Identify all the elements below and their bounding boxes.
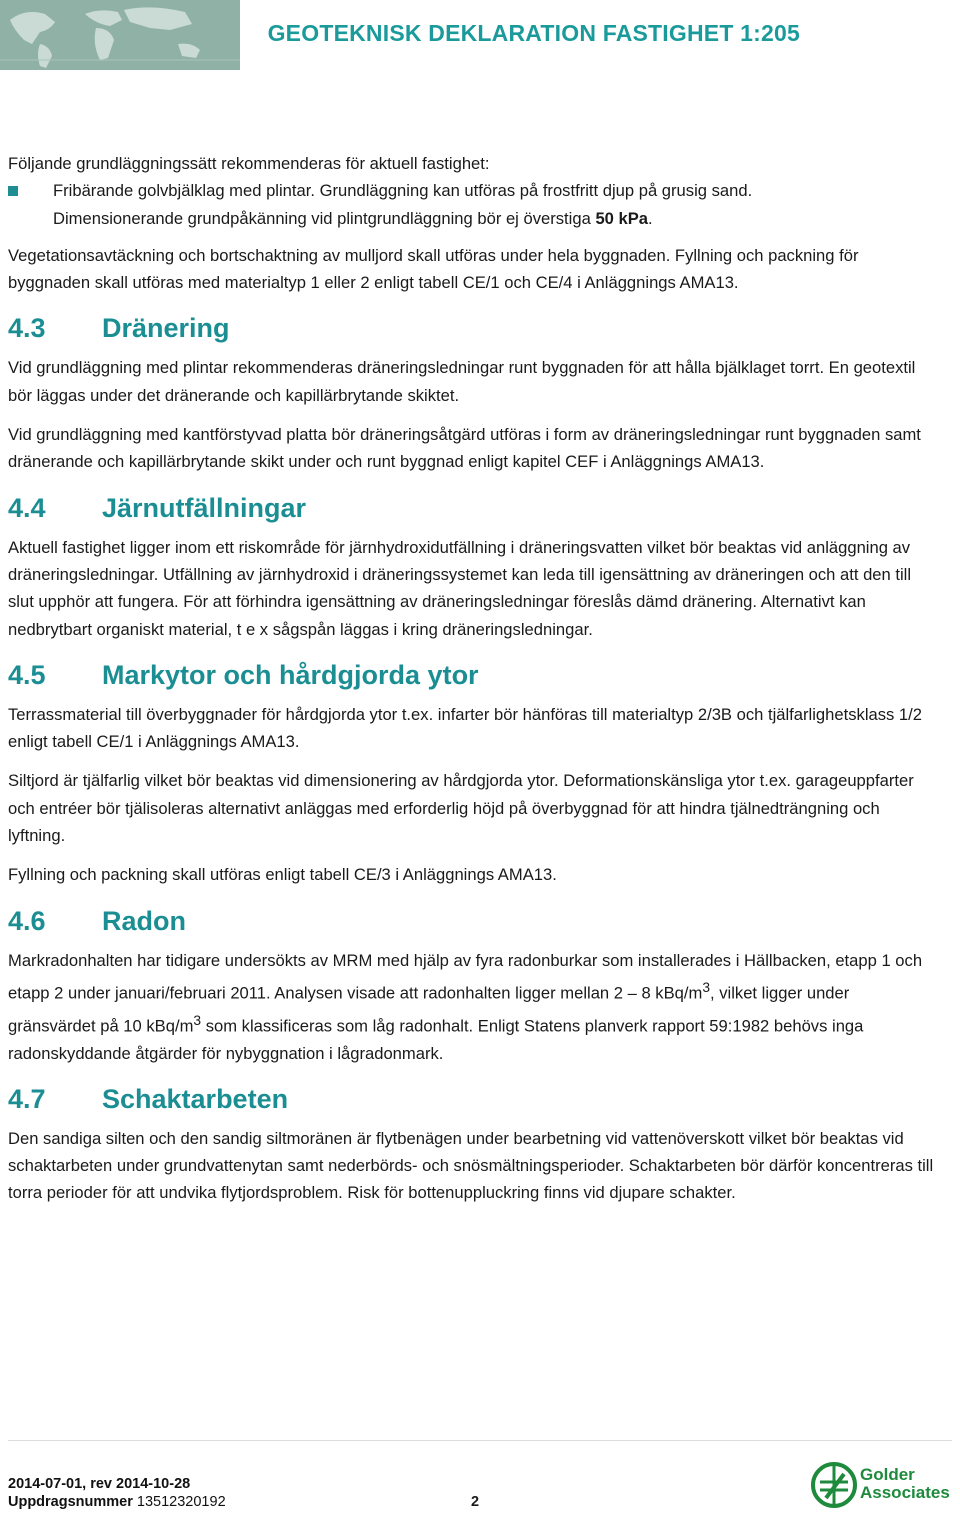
vegetation-paragraph: Vegetationsavtäckning och bortschaktning av mulljord skall utföras under hela byggnaden. Fyllning och packning för byggnaden skall utföras med materialtyp 1 eller 2 enligt tabell CE/1 och CE/4 i Anläggnings AMA13. [8, 245, 859, 293]
surfaces-paragraph-2: Siltjord är tjälfarlig vilket bör beaktas vid dimensionering av hårdgjorda ytor. Deformationskänsliga ytor t.ex. garageuppfarter och entréer bör tjälisoleras alternativt anläggas med erforderlig höjd på överbyggnad för att hindra tjälnedträngning och lyftning. [8, 771, 914, 846]
document-title: GEOTEKNISK DEKLARATION FASTIGHET 1:205 [267, 20, 800, 46]
drainage-paragraph-2: Vid grundläggning med kantförstyvad platta bör dräneringsåtgärd utföras i form av dräneringsledningar runt byggnaden samt dränerande och kapillärbrytande skikt under och runt byggnad enligt kapitel CEF i Anläggnings AMA13. [8, 425, 921, 472]
radon-paragraph: Markradonhalten har tidigare undersökts av MRM med hjälp av fyra radonburkar som installerades i Hällbacken, etapp 1 och etapp 2 under januari/februari 2011. Analysen visade att radonhalten ligger mellan 2 – 8 kBq/$m^3$, vilket ligger under gränsvärdet på 10 kBq/$m^3$ som klassificeras som låg radonhalt. Enligt Statens planverk rapport 59:1982 behövs inga radonskyddande åtgärder för nybyggnation i lågradonmark. [8, 950, 923, 1063]
square-bullet-icon [8, 186, 18, 196]
section-heading-radon: 4.6 Radon [8, 905, 186, 936]
iron-paragraph: Aktuell fastighet ligger inom ett riskområde för järnhydroxidutfällning i dräneringsvatten vilket bör beaktas vid anläggning av dräneringsledningar. Utfällning av järnhydroxid i dräneringssystemet kan leda till igensättning av dräneringen och att den till slut upphör att fungera. För att förhindra igensättning av dräneringsledningar föreslås dämd dränering. Alternativt kan nedbrytbart organiskt material, t e x sågspån läggas i kring dräneringsledningar. [8, 537, 912, 639]
footer-divider [8, 1440, 952, 1441]
section-heading-iron: 4.4 Järnutfällningar [8, 492, 307, 523]
recommendation-bullet [8, 177, 938, 232]
golder-logo [810, 1460, 950, 1512]
section-heading-drainage: 4.3 Dränering [8, 313, 230, 344]
surfaces-paragraph-1: Terrassmaterial till överbyggnader för hårdgjorda ytor t.ex. infarter bör hänföras till materialtyp 2/3B och tjälfarlighetsklass 1/2 enligt tabell CE/1 i Anläggnings AMA13. [8, 704, 923, 752]
logo-line-2: Associates [860, 1483, 950, 1502]
golder-globe-icon [810, 1460, 858, 1510]
page-number: 2 [471, 1494, 480, 1510]
page-footer [8, 1475, 226, 1511]
bullet-line-2: Dimensionerande grundpåkänning vid plintgrundläggning bör ej överstiga 50 kPa. [53, 208, 653, 228]
section-heading-excavation: 4.7 Schaktarbeten [8, 1083, 289, 1114]
surfaces-paragraph-3: Fyllning och packning skall utföras enligt tabell CE/3 i Anläggnings AMA13. [8, 865, 557, 885]
bullet-line-1: Fribärande golvbjälklag med plintar. Grundläggning kan utföras på frostfritt djup på grusig sand. [53, 181, 753, 201]
document-body [8, 150, 938, 1215]
section-heading-surfaces: 4.5 Markytor och hårdgjorda ytor [8, 659, 479, 690]
page-header [0, 0, 960, 80]
drainage-paragraph-1: Vid grundläggning med plintar rekommenderas dräneringsledningar runt byggnaden för att hålla bjälklaget torrt. En geotextil bör läggas under det dränerande och kapillärbrytande skiktet. [8, 358, 916, 405]
assignment-number: Uppdragsnummer 13512320192 [8, 1494, 226, 1510]
excavation-paragraph: Den sandiga silten och den sandig siltmoränen är flytbenägen under bearbetning vid vattenöverskott vilket bör beaktas vid schaktarbeten under grundvattenytan samt nederbörds- och snösmältningsperioder. Schaktarbeten bör därför koncentreras till torra perioder för att undvika flytjordsproblem. Risk för bottenuppluckring finns vid djupare schakter. [8, 1128, 934, 1203]
logo-line-1: Golder [860, 1465, 915, 1484]
intro-text: Följande grundläggningssätt rekommenderas för aktuell fastighet: [8, 154, 490, 173]
world-map-graphic [0, 0, 240, 70]
pressure-value: 50 kPa [595, 208, 649, 228]
revision-date: 2014-07-01, rev 2014-10-28 [8, 1476, 191, 1492]
world-map-icon [0, 0, 240, 70]
